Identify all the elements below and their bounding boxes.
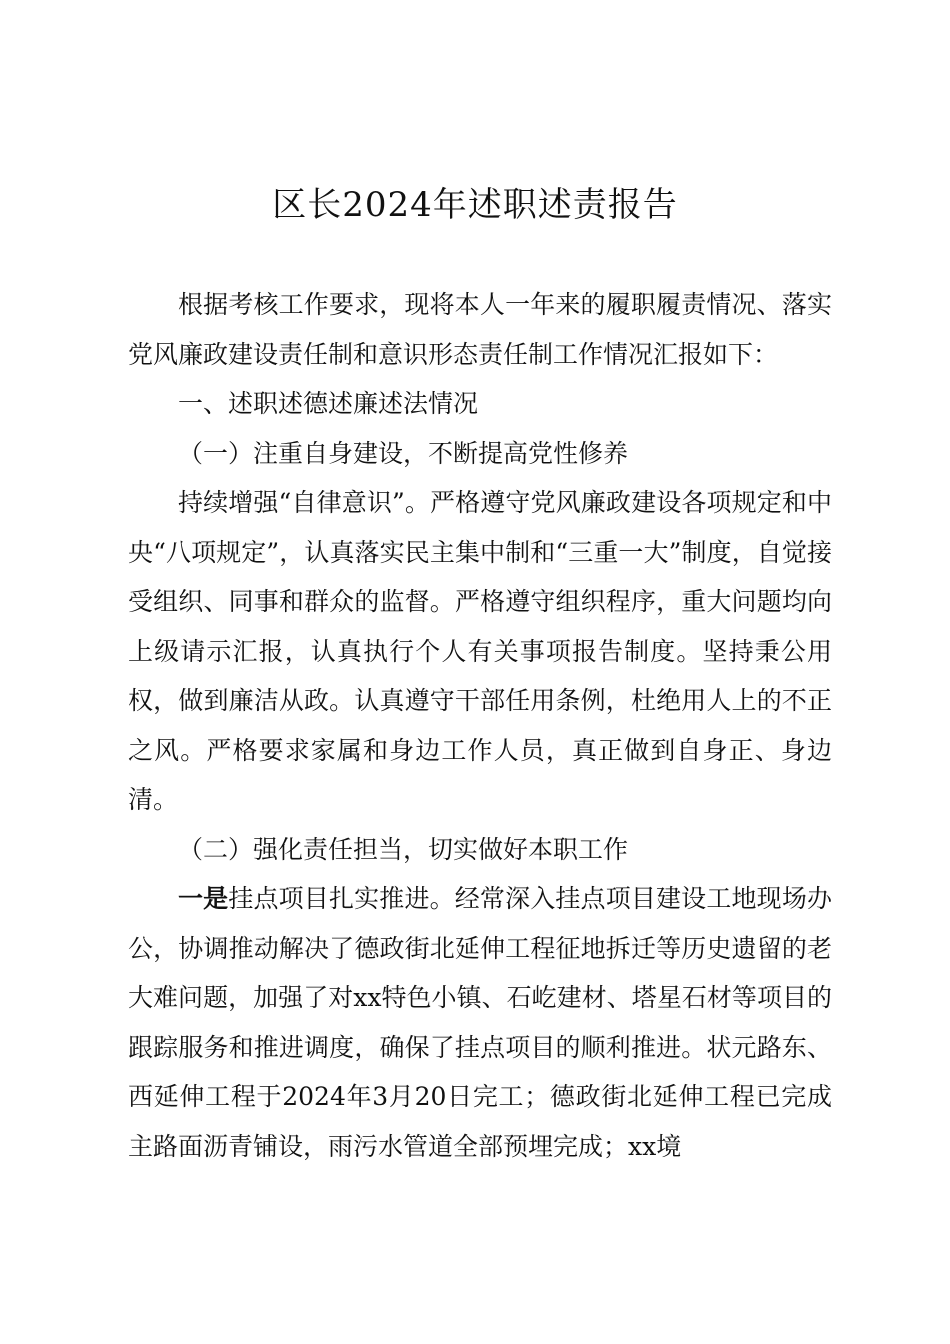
section-heading-1: 一、述职述德述廉述法情况 [178, 389, 479, 418]
subsection-heading-1: （一）注重自身建设，不断提高党性修养 [178, 438, 629, 468]
item-1-paragraph [128, 874, 832, 1171]
document-title: 区长2024年述职述责报告 [272, 185, 678, 225]
intro-paragraph: 根据考核工作要求，现将本人一年来的履职履责情况、落实党风廉政建设责任制和意识形态责任制工作情况汇报如下： [128, 290, 832, 369]
item-1-lead: 一是 [178, 884, 229, 913]
item-1-body: 挂点项目扎实推进。经常深入挂点项目建设工地现场办公，协调推动解决了德政街北延伸工程征地拆迁等历史遗留的老大难问题，加强了对xx特色小镇、石屹建材、塔星石材等项目的跟踪服务和推进调度，确保了挂点项目的顺利推进。状元路东、西延伸工程于2024年3月20日完工；德政街北延伸工程已完成主路面沥青铺设，雨污水管道全部预埋完成；xx境 [128, 884, 832, 1161]
document-body [128, 280, 832, 1171]
subsection-heading-2: （二）强化责任担当，切实做好本职工作 [178, 834, 629, 864]
subsection-1-paragraph: 持续增强“自律意识”。严格遵守党风廉政建设各项规定和中央“八项规定”，认真落实民主集中制和“三重一大”制度，自觉接受组织、同事和群众的监督。严格遵守组织程序，重大问题均向上级请示汇报，认真执行个人有关事项报告制度。坚持秉公用权，做到廉洁从政。认真遵守干部任用条例，杜绝用人上的不正之风。严格要求家属和身边工作人员，真正做到自身正、身边清。 [128, 488, 832, 814]
